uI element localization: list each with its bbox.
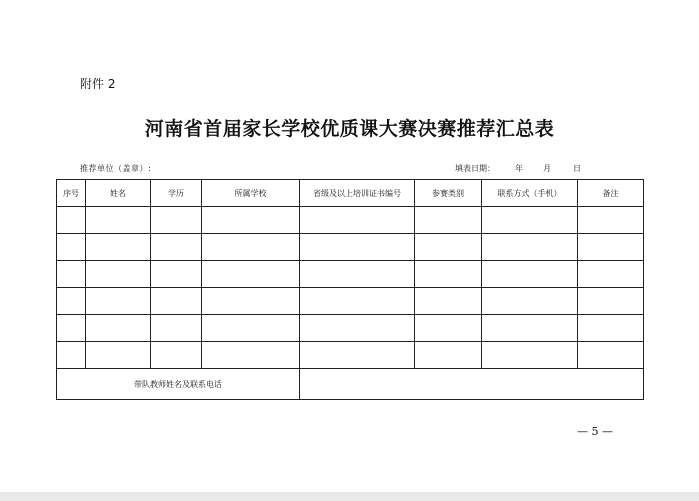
- table-cell[interactable]: [482, 315, 578, 342]
- table-cell[interactable]: [86, 207, 151, 234]
- table-cell[interactable]: [86, 288, 151, 315]
- table-row: [57, 342, 644, 369]
- col-header-school: 所属学校: [202, 180, 300, 207]
- table-cell[interactable]: [300, 342, 415, 369]
- col-header-certificate: 省级及以上培训证书编号: [300, 180, 415, 207]
- table-cell[interactable]: [202, 234, 300, 261]
- table-cell[interactable]: [578, 261, 644, 288]
- table-cell[interactable]: [578, 288, 644, 315]
- year-label: 年: [515, 164, 523, 173]
- table-cell[interactable]: [300, 315, 415, 342]
- col-header-index: 序号: [57, 180, 86, 207]
- table-cell[interactable]: [151, 234, 202, 261]
- table-cell[interactable]: [578, 207, 644, 234]
- table-cell[interactable]: [151, 207, 202, 234]
- attachment-label: 附件 2: [80, 77, 116, 91]
- footer-row: [57, 369, 644, 400]
- table-cell[interactable]: [578, 234, 644, 261]
- table-cell[interactable]: [151, 288, 202, 315]
- col-header-name: 姓名: [86, 180, 151, 207]
- team-leader-contact-field[interactable]: [300, 369, 644, 400]
- table-cell[interactable]: [482, 207, 578, 234]
- table-cell[interactable]: [151, 342, 202, 369]
- col-header-contact: 联系方式（手机）: [482, 180, 578, 207]
- table-cell[interactable]: [202, 288, 300, 315]
- form-title: 河南省首届家长学校优质课大赛决赛推荐汇总表: [144, 118, 555, 140]
- table-cell[interactable]: [86, 342, 151, 369]
- table-row: [57, 261, 644, 288]
- table-cell[interactable]: [57, 234, 86, 261]
- table-cell[interactable]: [415, 261, 482, 288]
- table-cell[interactable]: [415, 315, 482, 342]
- table-cell[interactable]: [578, 342, 644, 369]
- table-cell[interactable]: [86, 234, 151, 261]
- table-cell[interactable]: [482, 288, 578, 315]
- table-cell[interactable]: [415, 207, 482, 234]
- table-cell[interactable]: [202, 207, 300, 234]
- table-cell[interactable]: [86, 315, 151, 342]
- header-row: [57, 180, 644, 207]
- table-cell[interactable]: [151, 261, 202, 288]
- table-row: [57, 207, 644, 234]
- table-cell[interactable]: [151, 315, 202, 342]
- table-cell[interactable]: [415, 234, 482, 261]
- table-row: [57, 315, 644, 342]
- recommending-unit-label: 推荐单位（盖章）:: [80, 164, 152, 173]
- team-leader-contact-label: 带队教师姓名及联系电话: [57, 369, 300, 400]
- table-cell[interactable]: [202, 342, 300, 369]
- summary-table: [56, 179, 644, 400]
- table-cell[interactable]: [202, 261, 300, 288]
- col-header-remarks: 备注: [578, 180, 644, 207]
- table-cell[interactable]: [578, 315, 644, 342]
- table-cell[interactable]: [482, 342, 578, 369]
- table-cell[interactable]: [415, 288, 482, 315]
- page-number: — 5 —: [577, 425, 613, 438]
- table-cell[interactable]: [202, 315, 300, 342]
- page-bottom-band: [0, 492, 699, 501]
- col-header-category: 参赛类别: [415, 180, 482, 207]
- table-cell[interactable]: [57, 261, 86, 288]
- table-row: [57, 234, 644, 261]
- table-cell[interactable]: [300, 288, 415, 315]
- table-cell[interactable]: [57, 207, 86, 234]
- table-cell[interactable]: [415, 342, 482, 369]
- col-header-education: 学历: [151, 180, 202, 207]
- day-label: 日: [573, 164, 581, 173]
- table-cell[interactable]: [482, 261, 578, 288]
- table-cell[interactable]: [482, 234, 578, 261]
- table-cell[interactable]: [300, 207, 415, 234]
- fill-date-label: 填表日期：: [455, 164, 495, 173]
- table-row: [57, 288, 644, 315]
- table-cell[interactable]: [57, 315, 86, 342]
- fill-date: [455, 163, 581, 174]
- table-cell[interactable]: [300, 261, 415, 288]
- month-label: 月: [543, 164, 551, 173]
- table-cell[interactable]: [86, 261, 151, 288]
- table-cell[interactable]: [300, 234, 415, 261]
- table-cell[interactable]: [57, 342, 86, 369]
- table-cell[interactable]: [57, 288, 86, 315]
